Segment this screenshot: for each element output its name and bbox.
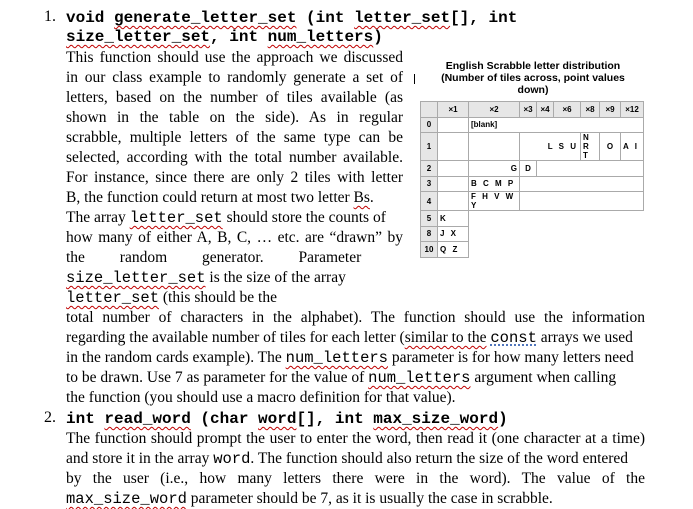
sig-text: int — [66, 410, 105, 428]
para-line — [66, 489, 553, 509]
table-header-cell: ×8 — [581, 102, 600, 118]
code-letter-set: letter_set — [129, 209, 223, 227]
sig-text: , int — [210, 28, 268, 46]
para-line: how many of either A, B, C, … etc. are “drawn” by — [66, 229, 403, 246]
function-signature-2 — [66, 409, 508, 429]
para-text: in the random cards example). The — [66, 349, 286, 366]
para-line — [66, 328, 633, 348]
table-header-cell: ×12 — [621, 102, 644, 118]
point-value-cell: 5 — [421, 211, 438, 227]
point-value-cell: 10 — [421, 242, 438, 258]
table-cell — [438, 176, 469, 192]
sig-function-name: generate_letter_set — [114, 9, 297, 27]
para-line — [66, 188, 374, 208]
table-cell: A I — [621, 133, 644, 161]
table-cell: N R T — [581, 133, 600, 161]
para-text: B, the function could return at most two letter — [66, 189, 354, 206]
sig-text: void — [66, 9, 115, 27]
table-header-cell: ×6 — [554, 102, 581, 118]
table-cell: O — [600, 133, 621, 161]
table-row — [421, 133, 644, 161]
table-cell: J X — [438, 226, 469, 242]
table-cell — [469, 226, 644, 242]
sig-text: [], int — [296, 410, 374, 428]
code-const: const — [490, 329, 537, 347]
table-cell — [438, 117, 469, 133]
table-cell — [469, 133, 520, 161]
function-signature-1-line2 — [66, 27, 383, 47]
para-text: (this should be the — [159, 289, 277, 306]
para-line: The function should prompt the user to enter the word, then read it (one character at a time) — [66, 430, 645, 447]
table-row — [421, 176, 644, 192]
para-line: This function should use the approach we discussed — [66, 49, 403, 66]
table-cell — [537, 161, 644, 177]
sig-text: ) — [498, 410, 508, 428]
table-cell: F H V W Y — [469, 192, 520, 211]
para-text: parameter should be 7, as it is usually the case in scrabble. — [186, 490, 553, 507]
item-number-2: 2. — [44, 409, 56, 426]
table-cell — [520, 192, 644, 211]
para-line — [66, 449, 628, 469]
sig-text: (int — [296, 9, 355, 27]
para-text: similar to the — [404, 329, 487, 346]
para-line: letters, based on the number of tiles available (as — [66, 89, 403, 106]
table-header-cell: ×1 — [438, 102, 469, 118]
para-text: should store the counts of — [222, 209, 386, 226]
para-text: Bs — [353, 189, 370, 206]
table-row — [421, 226, 644, 242]
sig-param: max_size_word — [373, 410, 499, 428]
table-cell — [438, 133, 469, 161]
sig-param: word — [258, 410, 297, 428]
point-value-cell: 8 — [421, 226, 438, 242]
table-header-row — [421, 102, 644, 118]
table-row — [421, 192, 644, 211]
para-line: the function (you should use a macro definition for that value). — [66, 389, 456, 406]
table-header-cell: ×2 — [469, 102, 520, 118]
sig-param: size_letter_set — [66, 28, 211, 46]
table-header-cell: ×9 — [600, 102, 621, 118]
table-cell: [blank] — [469, 117, 644, 133]
para-text: to be drawn. Use 7 as parameter for the value of — [66, 369, 369, 386]
point-value-cell: 4 — [421, 192, 438, 211]
para-text: argument when calling — [470, 369, 617, 386]
para-text: parameter is for how many letters need — [387, 349, 634, 366]
code-num-letters: num_letters — [285, 349, 388, 367]
para-line: in our class example to randomly generate a set of — [66, 69, 403, 86]
para-text: arrays we used — [536, 329, 633, 346]
item-number-1: 1. — [44, 8, 56, 25]
table-cell: D — [520, 161, 537, 177]
function-signature-1-line1 — [66, 8, 517, 28]
table-cell — [469, 242, 644, 258]
para-line — [66, 368, 616, 388]
point-value-cell: 3 — [421, 176, 438, 192]
letter-distribution-table — [420, 101, 644, 258]
table-header-cell: ×4 — [537, 102, 554, 118]
point-value-cell: 1 — [421, 133, 438, 161]
table-title-line: (Number of tiles across, point values — [441, 72, 625, 84]
code-letter-set: letter_set — [66, 289, 160, 307]
table-title-line: down) — [517, 84, 549, 96]
para-line — [66, 348, 634, 368]
para-text: and store it in the array — [66, 450, 214, 467]
table-title-line: English Scrabble letter distribution — [445, 60, 621, 72]
para-line — [66, 268, 346, 288]
para-text: is the size of the array — [205, 269, 346, 286]
table-row — [421, 161, 644, 177]
para-line — [66, 208, 386, 228]
sig-param: num_letters — [267, 28, 374, 46]
sig-text: (char — [190, 410, 259, 428]
para-line: by the user (i.e., how many letters there were in the word). The value of the — [66, 470, 645, 487]
table-row — [421, 242, 644, 258]
para-line: selected, according with the total number available. — [66, 149, 403, 166]
table-cell — [438, 192, 469, 211]
table-cell: K — [438, 211, 469, 227]
para-line: the random generator. Parameter — [66, 249, 362, 266]
table-cell — [469, 211, 644, 227]
code-num-letters: num_letters — [368, 369, 471, 387]
table-header-cell: ×3 — [520, 102, 537, 118]
table-cell: L S U — [520, 133, 581, 161]
point-value-cell: 0 — [421, 117, 438, 133]
table-cell: G — [469, 161, 520, 177]
para-text: . The function should also return the size of the word entered — [250, 450, 629, 467]
para-text: The array — [66, 209, 130, 226]
point-value-cell: 2 — [421, 161, 438, 177]
para-text: . — [369, 189, 374, 206]
table-title — [415, 60, 651, 96]
para-text: regarding the available number of tiles for each letter ( — [66, 329, 405, 346]
code-max-size-word: max_size_word — [66, 490, 187, 508]
table-cell — [438, 161, 469, 177]
para-line: scrabble, multiple letters of the same type can be — [66, 129, 403, 146]
code-size-letter-set: size_letter_set — [66, 269, 206, 287]
code-word: word — [213, 450, 251, 468]
table-cell — [520, 176, 644, 192]
table-cell: B C M P — [469, 176, 520, 192]
para-line: shown in the table on the side). As in regular — [66, 109, 403, 126]
para-line — [66, 288, 277, 308]
sig-function-name: read_word — [104, 410, 191, 428]
table-row — [421, 211, 644, 227]
sig-param: letter_set — [354, 9, 451, 27]
table-row — [421, 117, 644, 133]
para-line: total number of characters in the alphabet). The function should use the information — [66, 309, 645, 326]
sig-text: ) — [373, 28, 383, 46]
table-header-cell — [421, 102, 438, 118]
sig-text: [], int — [450, 9, 518, 27]
table-cell: Q Z — [438, 242, 469, 258]
para-line: For instance, since there are only 2 tiles with letter — [66, 169, 403, 186]
